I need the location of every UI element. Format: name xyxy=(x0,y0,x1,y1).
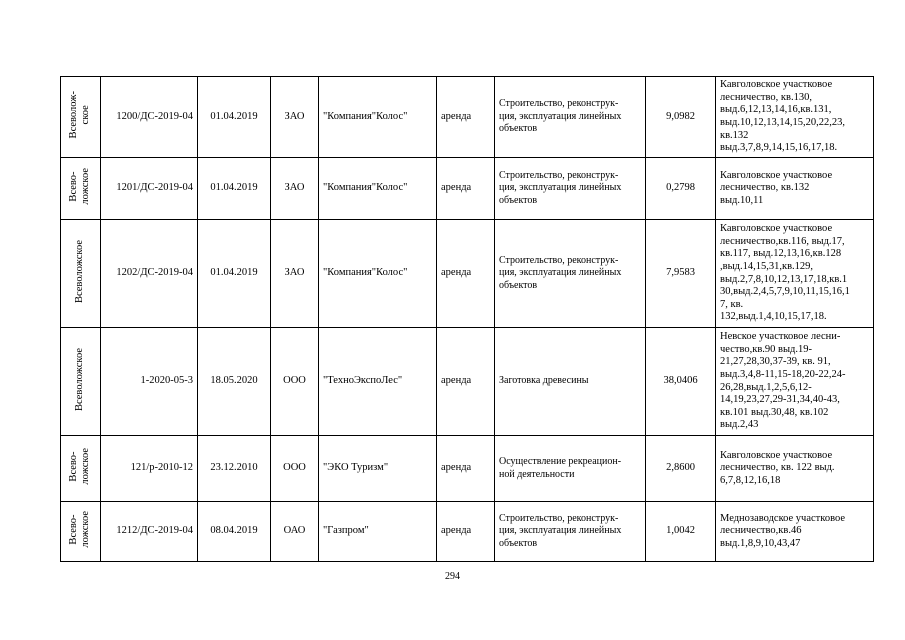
org-form: ООО xyxy=(271,328,319,436)
area-ha: 0,2798 xyxy=(646,158,716,220)
contract-number: 1200/ДС-2019-04 xyxy=(101,77,198,158)
company-name: "ЭКО Туризм" xyxy=(319,436,437,502)
purpose: Заготовка древесины xyxy=(495,328,646,436)
page-number: 294 xyxy=(445,571,460,582)
location-description: Меднозаводское участковое лесничество,кв.46 выд.1,8,9,10,43,47 xyxy=(716,502,874,562)
purpose: Строительство, реконструк- ция, эксплуатация линейных объектов xyxy=(495,220,646,328)
contract-date: 01.04.2019 xyxy=(198,77,271,158)
location-description: Кавголовское участковое лесничество, кв.130, выд.6,12,13,14,16,кв.131, выд.10,12,13,14,15,20,22,23, кв.132 выд.3,7,8,9,14,15,16,17,18. xyxy=(716,77,874,158)
org-form: ООО xyxy=(271,436,319,502)
district-cell xyxy=(61,77,101,158)
area-ha: 7,9583 xyxy=(646,220,716,328)
org-form: ОАО xyxy=(271,502,319,562)
location-description: Невское участковое лесни- чество,кв.90 выд.19- 21,27,28,30,37-39, кв. 91, выд.3,4,8-11,15-18,20-22,24- 26,28,выд.1,2,5,6,12- 14,19,23,27,29-31,34,40-43, кв.101 выд.30,48, кв.102 выд.2,43 xyxy=(716,328,874,436)
district-cell xyxy=(61,328,101,436)
area-ha: 38,0406 xyxy=(646,328,716,436)
purpose: Осуществление рекреацион- ной деятельности xyxy=(495,436,646,502)
table-row xyxy=(61,436,874,502)
lease-table xyxy=(60,76,874,562)
area-ha: 1,0042 xyxy=(646,502,716,562)
district-label: Всеволожское xyxy=(74,239,86,303)
district-label: Всево- ложское xyxy=(68,510,92,548)
district-cell xyxy=(61,158,101,220)
table-row xyxy=(61,220,874,328)
use-type: аренда xyxy=(437,328,495,436)
district-cell xyxy=(61,436,101,502)
use-type: аренда xyxy=(437,502,495,562)
area-ha: 9,0982 xyxy=(646,77,716,158)
district-cell xyxy=(61,502,101,562)
contract-date: 23.12.2010 xyxy=(198,436,271,502)
location-description: Кавголовское участковое лесничество, кв. 122 выд. 6,7,8,12,16,18 xyxy=(716,436,874,502)
contract-number: 1212/ДС-2019-04 xyxy=(101,502,198,562)
contract-date: 08.04.2019 xyxy=(198,502,271,562)
company-name: "Газпром" xyxy=(319,502,437,562)
purpose: Строительство, реконструк- ция, эксплуатация линейных объектов xyxy=(495,502,646,562)
contract-date: 01.04.2019 xyxy=(198,158,271,220)
district-label: Всево- ложское xyxy=(68,447,92,485)
district-label: Всеволожское xyxy=(74,347,86,411)
use-type: аренда xyxy=(437,220,495,328)
org-form: ЗАО xyxy=(271,158,319,220)
company-name: "Компания"Колос" xyxy=(319,158,437,220)
area-ha: 2,8600 xyxy=(646,436,716,502)
use-type: аренда xyxy=(437,158,495,220)
district-label: Всево- ложское xyxy=(68,167,92,205)
contract-number: 1-2020-05-3 xyxy=(101,328,198,436)
table-row xyxy=(61,77,874,158)
company-name: "Компания"Колос" xyxy=(319,220,437,328)
contract-number: 1201/ДС-2019-04 xyxy=(101,158,198,220)
contract-date: 01.04.2019 xyxy=(198,220,271,328)
location-description: Кавголовское участковое лесничество, кв.132 выд.10,11 xyxy=(716,158,874,220)
use-type: аренда xyxy=(437,436,495,502)
contract-number: 121/р-2010-12 xyxy=(101,436,198,502)
contract-number: 1202/ДС-2019-04 xyxy=(101,220,198,328)
purpose: Строительство, реконструк- ция, эксплуатация линейных объектов xyxy=(495,158,646,220)
purpose: Строительство, реконструк- ция, эксплуатация линейных объектов xyxy=(495,77,646,158)
use-type: аренда xyxy=(437,77,495,158)
district-label: Всеволож- ское xyxy=(68,90,92,139)
location-description: Кавголовское участковое лесничество,кв.116, выд.17, кв.117, выд.12,13,16,кв.128 ,выд.14,15,31,кв.129, выд.2,7,8,10,12,13,17,18,кв.1 30,выд.2,4,5,7,9,10,11,15,16,1 7, кв. 132,выд.1,4,10,15,17,18. xyxy=(716,220,874,328)
table-row xyxy=(61,328,874,436)
company-name: "ТехноЭкспоЛес" xyxy=(319,328,437,436)
org-form: ЗАО xyxy=(271,77,319,158)
contract-date: 18.05.2020 xyxy=(198,328,271,436)
company-name: "Компания"Колос" xyxy=(319,77,437,158)
table-row xyxy=(61,158,874,220)
org-form: ЗАО xyxy=(271,220,319,328)
table-row xyxy=(61,502,874,562)
district-cell xyxy=(61,220,101,328)
